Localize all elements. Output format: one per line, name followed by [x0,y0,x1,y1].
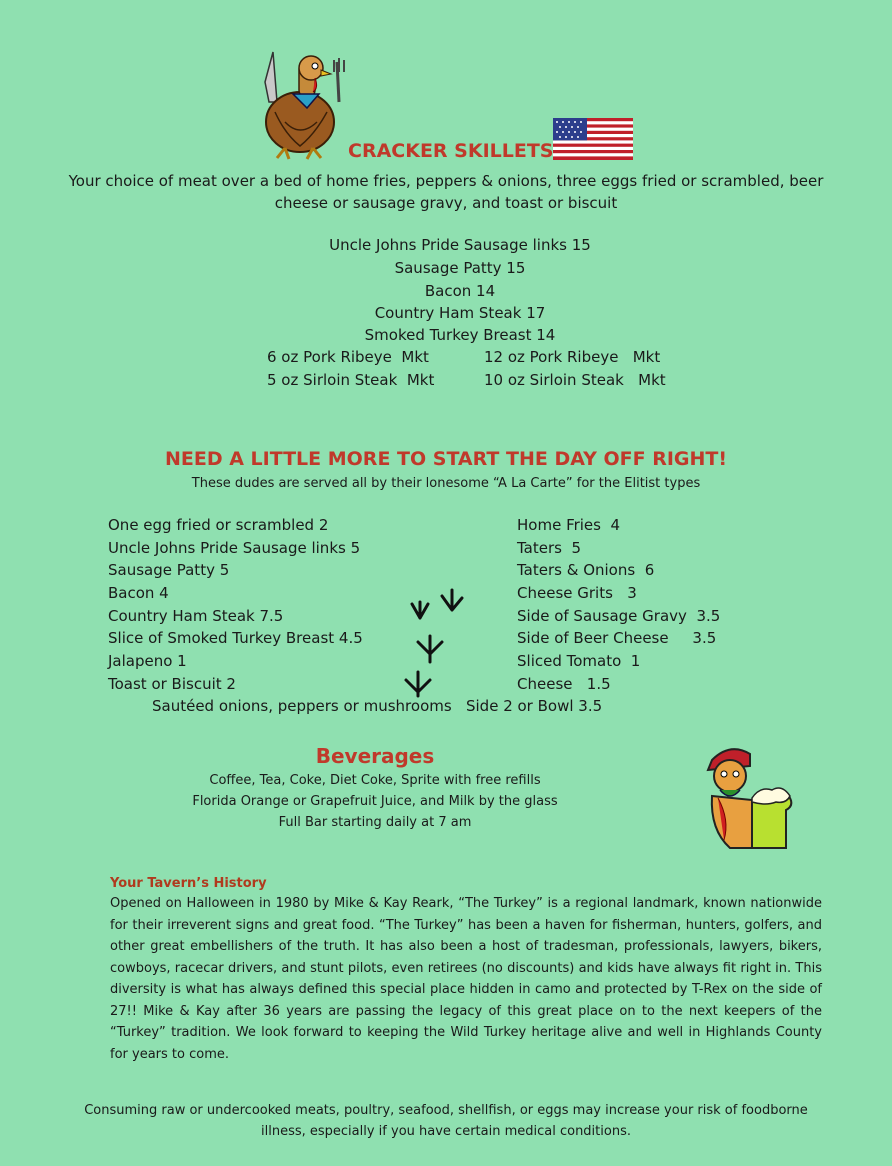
skillet-meat-item: Smoked Turkey Breast 14 [364,326,556,344]
list-item: Bacon 4 [108,584,169,603]
list-item: Taters & Onions 6 [517,561,655,580]
a-la-carte-right-list [517,516,720,698]
history-text: Opened on Halloween in 1980 by Mike & Kay Reark, “The Turkey” is a regional landmark, known nationwide for their irreverent signs and great food. “The Turkey” has been a haven for fisherman, hunters, golfers, and other great embellishers of the truth. It has also been a host of tradesman, professionals, lawyers, bikers, cowboys, racecar drivers, and stunt pilots, even retirees (no discounts) and kids have always fit right in. This diversity is what has always defined this special place hidden in camo and protected by T-Rex on the side of 27!! Mike & Kay after 36 years are passing the legacy of this great place on to the next keepers of the “Turkey” tradition. We look forward to keeping the Wild Turkey heritage alive and well in Highlands County for years to come. [110,896,822,1062]
list-item: Country Ham Steak 7.5 [108,606,284,625]
steak-item-left: 6 oz Pork Ribeye Mkt [267,348,429,366]
list-item: Slice of Smoked Turkey Breast 4.5 [108,629,363,648]
list-item: Uncle Johns Pride Sausage links 5 [108,538,361,557]
steak-item-right: 12 oz Pork Ribeye Mkt [484,348,661,366]
skillet-meat-item: Country Ham Steak 17 [374,304,546,322]
list-item: Side of Beer Cheese 3.5 [517,629,717,648]
list-item: Jalapeno 1 [108,652,187,671]
skillet-meat-item: Bacon 14 [424,282,496,300]
list-item: Side of Sausage Gravy 3.5 [517,606,721,625]
american-flag-icon [553,118,633,160]
beverage-line: Full Bar starting daily at 7 am [278,815,472,830]
list-item: Sausage Patty 5 [108,561,230,580]
history-title: Your Tavern’s History [110,876,267,891]
food-safety-disclaimer: Consuming raw or undercooked meats, poultry, seafood, shellfish, or eggs may increase your risk of foodborne illness, especially if you have certain medical conditions. [84,1103,808,1139]
sauteed-extras: Sautéed onions, peppers or mushrooms Side 2 or Bowl 3.5 [152,697,603,715]
skillet-meat-item: Uncle Johns Pride Sausage links 15 [329,236,591,254]
turkey-beer-illustration [690,740,800,855]
beverage-line: Coffee, Tea, Coke, Diet Coke, Sprite with free refills [209,773,541,788]
list-item: One egg fried or scrambled 2 [108,516,329,534]
list-item: Cheese 1.5 [517,674,611,693]
a-la-carte-title: NEED A LITTLE MORE TO START THE DAY OFF RIGHT! [164,448,728,470]
list-item: Home Fries 4 [517,516,621,534]
list-item: Sliced Tomato 1 [517,652,641,671]
list-item: Toast or Biscuit 2 [108,674,236,693]
list-item: Taters 5 [517,538,582,557]
steak-item-left: 5 oz Sirloin Steak Mkt [267,371,435,389]
skillet-meat-item: Sausage Patty 15 [394,259,526,277]
steak-item-right: 10 oz Sirloin Steak Mkt [484,371,666,389]
list-item: Cheese Grits 3 [517,584,637,603]
turkey-tracks-icon [400,584,470,704]
a-la-carte-subtitle: These dudes are served all by their lonesome “A La Carte” for the Elitist types [191,476,701,491]
skillets-title: CRACKER SKILLETS [348,140,554,162]
beverage-line: Florida Orange or Grapefruit Juice, and Milk by the glass [192,794,558,809]
skillets-description: Your choice of meat over a bed of home fries, peppers & onions, three eggs fried or scrambled, beer cheese or sausage gravy, and toast or biscuit [68,172,824,212]
a-la-carte-left-list [108,516,363,698]
beverages-title: Beverages [315,744,435,768]
turkey-chef-illustration [255,42,350,160]
